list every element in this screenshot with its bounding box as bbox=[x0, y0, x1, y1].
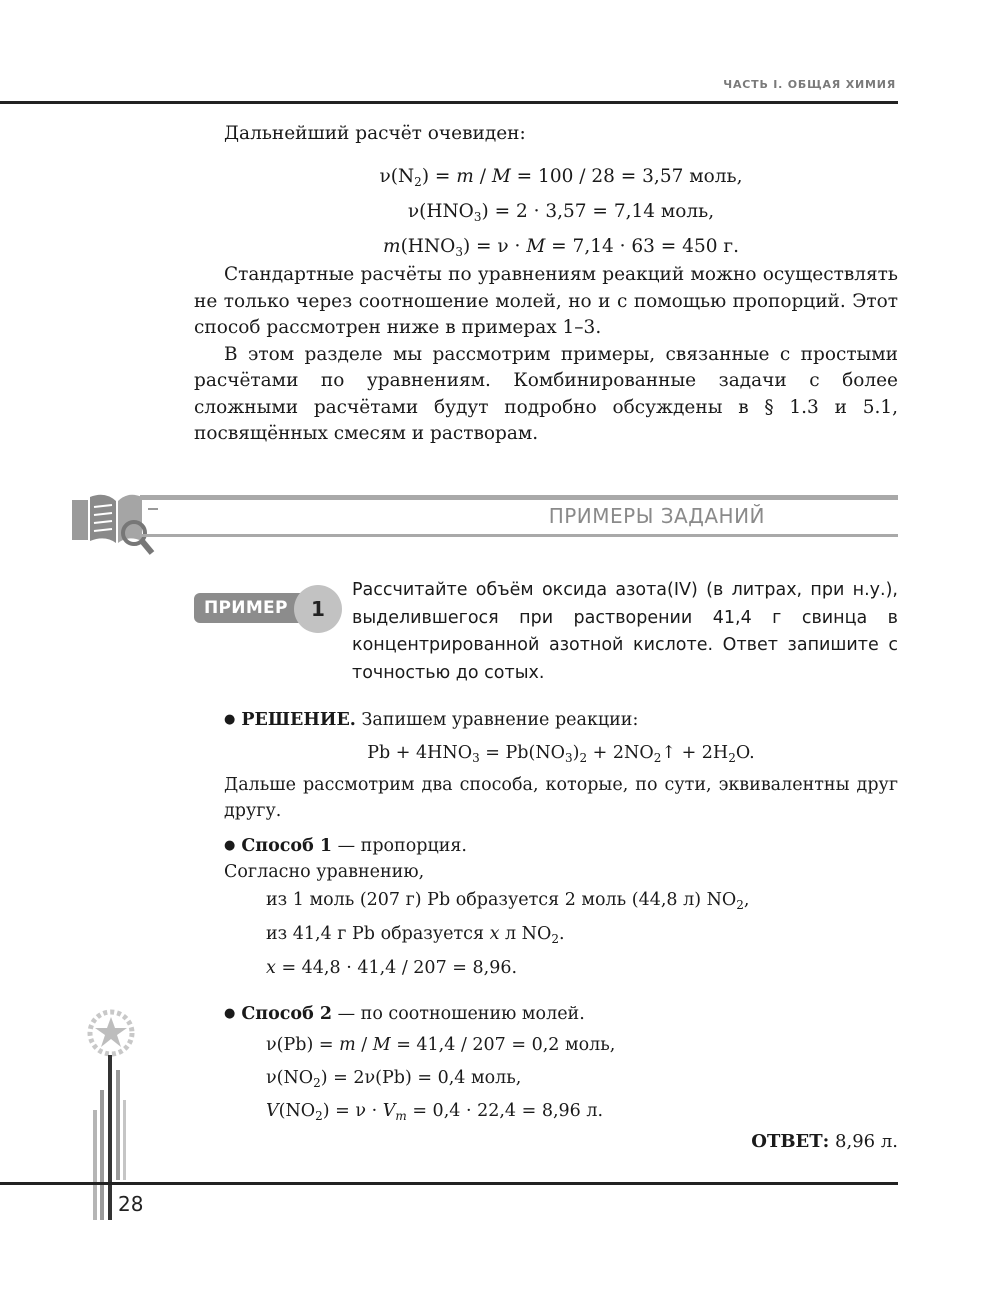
banner-rule-top bbox=[140, 495, 898, 500]
paragraph-1: Стандартные расчёты по уравнениям реакций можно осуществлять не только через соотношение молей, но и с помощью пропорций. Этот способ рассмотрен ниже в примерах 1–3. bbox=[194, 264, 898, 338]
footer-rule bbox=[0, 1182, 898, 1185]
example-task: Рассчитайте объём оксида азота(IV) (в литрах, при н.у.), выделившегося при растворении 41,4 г свинца в концентрированной азотной кислоте. Ответ запишите с точностью до сотых. bbox=[352, 580, 898, 683]
formula-2: $\nu(HNO_3) = 2 \cdot 3,57 = 7,14$ моль, bbox=[407, 201, 715, 224]
star-laurel-icon bbox=[86, 1008, 136, 1058]
intro-lead: Дальнейший расчёт очевиден: bbox=[224, 123, 526, 144]
badge-number: 1 bbox=[294, 585, 342, 633]
page-number: 28 bbox=[118, 1192, 144, 1216]
banner-rule-bottom bbox=[140, 534, 898, 537]
decor-bar-5 bbox=[123, 1100, 126, 1180]
decor-bar-3 bbox=[93, 1110, 97, 1220]
method-2-line-3: $V(NO_2) = \nu \cdot V_m = 0,4 \cdot 22,4 = 8,96$ л. bbox=[266, 1101, 604, 1123]
method-1-line-2: из 41,4 г Pb образуется x л $NO_2$. bbox=[266, 924, 565, 946]
method-1-lead: Согласно уравнению, bbox=[224, 862, 425, 882]
formula-3: $m(HNO_3) = \nu \cdot M = 7,14 \cdot 63 = 450$ г. bbox=[383, 236, 739, 259]
decor-bar-4 bbox=[116, 1070, 120, 1180]
method-2-line-2: $\nu(NO_2) = 2\nu(Pb) = 0,4$ моль, bbox=[266, 1068, 522, 1090]
paragraph-2: В этом разделе мы рассмотрим примеры, связанные с простыми расчётами по уравнениям. Комбинированные задачи с более сложными расчётами будут подробно обсуждены в § 1.3 и 5.1, посвящённых смесям и растворам. bbox=[194, 343, 898, 444]
method-1-line-1: из 1 моль (207 г) Pb образуется 2 моль (44,8 л) $NO_2$, bbox=[266, 890, 750, 912]
method-2-line-1: ν(Pb) = m / M = 41,4 / 207 = 0,2 моль, bbox=[266, 1035, 616, 1055]
method-1-line-3: x = 44,8 · 41,4 / 207 = 8,96. bbox=[266, 958, 518, 978]
methods-intro: Дальше рассмотрим два способа, которые, по сути, эквивалентны друг другу. bbox=[224, 775, 898, 821]
paragraphs bbox=[194, 262, 898, 448]
decor-bar-2 bbox=[100, 1090, 104, 1220]
running-header: ЧАСТЬ I. ОБЩАЯ ХИМИЯ bbox=[723, 78, 896, 91]
answer: ОТВЕТ: 8,96 л. bbox=[751, 1131, 898, 1152]
header-rule bbox=[0, 101, 898, 104]
method-1-heading: ● Способ 1 — пропорция. bbox=[224, 833, 898, 859]
decor-bar-1 bbox=[108, 1055, 112, 1220]
solution-lead: ● РЕШЕНИЕ. Запишем уравнение реакции: bbox=[224, 707, 898, 733]
method-2-heading: ● Способ 2 — по соотношению молей. bbox=[224, 1001, 898, 1027]
badge-label: ПРИМЕР bbox=[204, 598, 288, 618]
formula-1: $\nu(N_2) = m / M = 100 / 28 = 3,57$ моль, bbox=[379, 166, 743, 189]
intro-block bbox=[224, 121, 898, 264]
reaction-equation: $Pb + 4HNO_3 = Pb(NO_3)_2$ + $2NO_2↑ + 2H_2O$. bbox=[367, 743, 755, 765]
examples-banner-title: ПРИМЕРЫ ЗАДАНИЙ bbox=[548, 504, 765, 528]
